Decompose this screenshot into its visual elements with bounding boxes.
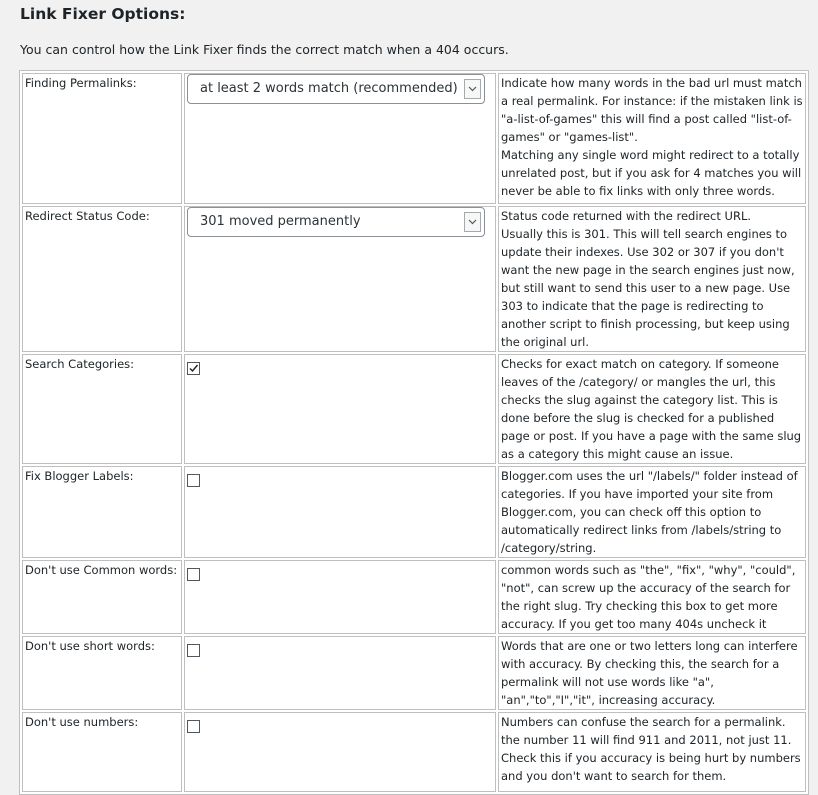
- common-words-checkbox[interactable]: [187, 568, 200, 581]
- chevron-down-icon: [464, 79, 481, 99]
- select-value: 301 moved permanently: [200, 214, 361, 229]
- option-description: Status code returned with the redirect URL. Usually this is 301. This will tell search engines to update their indexes. Use 302 or 307 if you don't want the new page in the search engines just now, but still want to send this user to a new page. Use 303 to indicate that the page is redirecting to another script to finish processing, but keep using the original url.: [498, 206, 806, 352]
- option-label: Search Categories:: [22, 354, 182, 464]
- option-row-short-words: [22, 636, 806, 710]
- option-row-blogger: [22, 466, 806, 558]
- option-row-redirect: [22, 206, 806, 352]
- option-label: Don't use numbers:: [22, 712, 182, 792]
- short-words-checkbox[interactable]: [187, 644, 200, 657]
- options-table: [19, 70, 809, 795]
- option-description: common words such as "the", "fix", "why", "could", "not", can screw up the accuracy of the search for the right slug. Try checking this box to get more accuracy. If you get too many 404s uncheck it: [498, 560, 806, 634]
- chevron-down-icon: [464, 212, 481, 232]
- option-description: Checks for exact match on category. If someone leaves of the /category/ or mangles the url, this checks the slug against the category list. This is done before the slug is checked for a published page or post. If you have a page with the same slug as a category this might cause an issue.: [498, 354, 806, 464]
- option-row-permalinks: [22, 73, 806, 204]
- numbers-checkbox[interactable]: [187, 720, 200, 733]
- redirect-status-select[interactable]: [187, 207, 485, 237]
- option-row-categories: [22, 354, 806, 464]
- option-label: Redirect Status Code:: [22, 206, 182, 352]
- option-description: Words that are one or two letters long can interfere with accuracy. By checking this, the search for a permalink will not use words like "a", "an","to","I","it", increasing accuracy.: [498, 636, 806, 710]
- finding-permalinks-select[interactable]: [187, 74, 485, 104]
- page-title: Link Fixer Options:: [20, 5, 186, 23]
- page-intro: You can control how the Link Fixer finds the correct match when a 404 occurs.: [20, 42, 509, 57]
- option-description: Blogger.com uses the url "/labels/" folder instead of categories. If you have imported your site from Blogger.com, you can check off this option to automatically redirect links from /labels/string to /category/string.: [498, 466, 806, 558]
- option-label: Don't use Common words:: [22, 560, 182, 634]
- option-row-numbers: [22, 712, 806, 792]
- option-label: Don't use short words:: [22, 636, 182, 710]
- select-value: at least 2 words match (recommended): [200, 81, 458, 96]
- checkmark-icon: [188, 363, 199, 374]
- option-label: Fix Blogger Labels:: [22, 466, 182, 558]
- option-label: Finding Permalinks:: [22, 73, 182, 204]
- option-description: Indicate how many words in the bad url must match a real permalink. For instance: if the mistaken link is "a-list-of-games" this will find a post called "list-of-games" or "games-list". Matching any single word might redirect to a totally unrelated post, but if you ask for 4 matches you will never be able to fix links with only three words.: [498, 73, 806, 204]
- option-row-common-words: [22, 560, 806, 634]
- option-description: Numbers can confuse the search for a permalink. the number 11 will find 911 and 2011, not just 11. Check this if you accuracy is being hurt by numbers and you don't want to search for them.: [498, 712, 806, 792]
- fix-blogger-labels-checkbox[interactable]: [187, 474, 200, 487]
- search-categories-checkbox[interactable]: [187, 362, 200, 375]
